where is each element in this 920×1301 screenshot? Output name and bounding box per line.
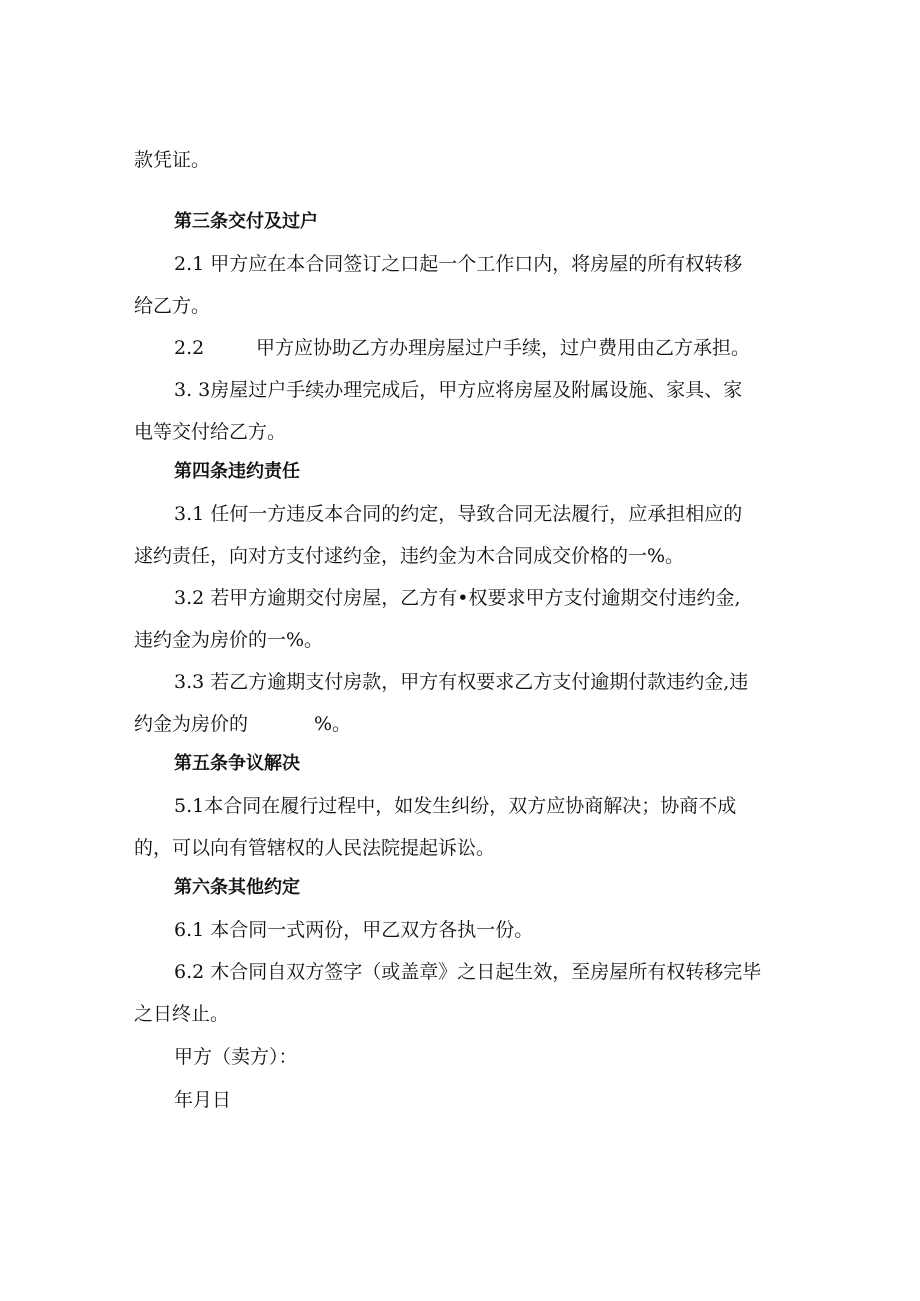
paragraph-line: 的，可以向有管辖权的人民法院提起诉讼。	[134, 837, 496, 859]
paragraph-line: 3. 3房屋过户手续办理完成后，甲方应将房屋及附属设施、家具、家	[174, 379, 743, 401]
percent-sign: %。	[314, 713, 352, 735]
paragraph-line: 甲方应协助乙方办理房屋过户手续，过户费用由乙方承担。	[256, 337, 751, 359]
paragraph-line: 6.2 木合同自双方签字（或盖章》之日起生效，至房屋所有权转移完毕	[174, 961, 762, 983]
paragraph-line: 逑约责任，向对方支付逑约金，违约金为木合同成交价格的一%。	[134, 545, 685, 567]
paragraph-line: 约金为房价的	[134, 713, 249, 735]
paragraph-line: 5.1本合同在履行过程中，如发生纠纷，双方应协商解决；协商不成	[174, 795, 737, 817]
section-heading-article-3: 第三条交付及过户	[174, 211, 318, 232]
paragraph-line: 2.1 甲方应在本合同签订之口起一个工作口内，将房屋的所有权转移	[174, 253, 743, 275]
paragraph-line: 给乙方。	[134, 295, 211, 317]
paragraph-line: 3.2 若甲方逾期交付房屋，乙方有•权要求甲方支付逾期交付违约金,	[174, 587, 741, 609]
paragraph-line: 之日终止。	[134, 1003, 230, 1025]
paragraph-line: 电等交付给乙方。	[134, 421, 287, 443]
paragraph-line: 3.1 任何一方违反本合同的约定，导致合同无法履行，应承担相应的	[174, 503, 743, 525]
signature-party-a: 甲方（卖方）：	[174, 1046, 298, 1068]
section-heading-article-4: 第四条违约责任	[174, 461, 300, 482]
clause-number: 2.2	[174, 337, 205, 359]
section-heading-article-6: 第六条其他约定	[174, 877, 300, 898]
paragraph-line: 6.1 本合同一式两份，甲乙双方各执一份。	[174, 919, 534, 941]
paragraph-line: 3.3 若乙方逾期支付房款，甲方有权要求乙方支付逾期付款违约金,违	[174, 671, 749, 693]
paragraph-line: 违约金为房价的一%。	[134, 629, 324, 651]
section-heading-article-5: 第五条争议解决	[174, 753, 300, 774]
signature-date: 年月日	[174, 1089, 232, 1111]
paragraph-line: 款凭证。	[134, 149, 211, 171]
